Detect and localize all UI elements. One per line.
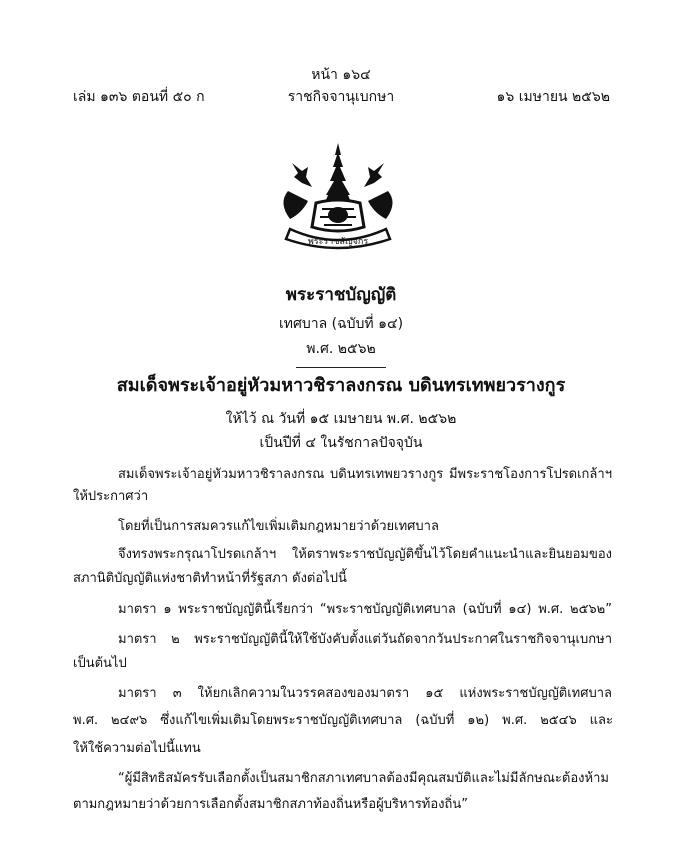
page-number: หน้า ๑๖๔: [311, 67, 371, 83]
gazette-name: ราชกิจจานุเบกษา: [287, 89, 395, 105]
act-title: พระราชบัญญัติ: [285, 285, 397, 305]
gazette-date: ๑๖ เมษายน ๒๕๖๒: [496, 89, 610, 105]
quote-line-2: ตามกฎหมายว่าด้วยการเลือกตั้งสมาชิกสภาท้องถิ่นหรือผู้บริหารท้องถิ่น”: [73, 797, 469, 812]
enactment-line-2: สภานิติบัญญัติแห่งชาติทำหน้าที่รัฐสภา ดังต่อไปนี้: [73, 571, 347, 586]
volume-number: เล่ม ๑๓๖ ตอนที่ ๕๐ ก: [73, 89, 205, 105]
section-2-line-2: เป็นต้นไป: [73, 656, 127, 671]
preamble-line-1: สมเด็จพระเจ้าอยู่หัวมหาวชิราลงกรณ บดินทรเทพยวรางกูร มีพระราชโองการโปรดเกล้าฯ: [118, 467, 612, 482]
preamble-line-2: ให้ประกาศว่า: [73, 489, 149, 504]
reason-paragraph: โดยที่เป็นการสมควรแก้ไขเพิ่มเติมกฎหมายว่าด้วยเทศบาล: [118, 519, 439, 534]
section-3-line-2: พ.ศ. ๒๔๙๖ ซึ่งแก้ไขเพิ่มเติมโดยพระราชบัญญัติเทศบาล (ฉบับที่ ๑๒) พ.ศ. ๒๕๔๖ และ: [73, 713, 613, 728]
quote-line-1: “ผู้มีสิทธิสมัครรับเลือกตั้งเป็นสมาชิกสภาเทศบาลต้องมีคุณสมบัติและไม่มีลักษณะต้องห้าม: [118, 771, 609, 786]
section-3-line-1: มาตรา ๓ ให้ยกเลิกความในวรรคสองของมาตรา ๑๕ แห่งพระราชบัญญัติเทศบาล: [118, 686, 612, 701]
reign-year: เป็นปีที่ ๔ ในรัชกาลปัจจุบัน: [259, 435, 423, 451]
garuda-emblem: [268, 143, 408, 251]
seal-ribbon-text: พระราชลัญจกร: [307, 237, 369, 247]
section-1: มาตรา ๑ พระราชบัญญัตินี้เรียกว่า “พระราชบัญญัติเทศบาล (ฉบับที่ ๑๔) พ.ศ. ๒๕๖๒”: [118, 602, 612, 617]
act-subtitle: เทศบาล (ฉบับที่ ๑๔): [278, 316, 404, 332]
king-name: สมเด็จพระเจ้าอยู่หัวมหาวชิราลงกรณ บดินทรเทพยวรางกูร: [116, 375, 566, 396]
section-3-line-3: ให้ใช้ความต่อไปนี้แทน: [73, 741, 201, 756]
section-2-line-1: มาตรา ๒ พระราชบัญญัตินี้ให้ใช้บังคับตั้งแต่วันถัดจากวันประกาศในราชกิจจานุเบกษา: [118, 632, 612, 647]
royal-seal-icon: [268, 143, 408, 251]
title-divider: [296, 367, 386, 368]
act-year: พ.ศ. ๒๕๖๒: [306, 341, 376, 357]
enactment-line-1: จึงทรงพระกรุณาโปรดเกล้าฯ ให้ตราพระราชบัญญัติขึ้นไว้โดยคำแนะนำและยินยอมของ: [118, 547, 612, 562]
given-date: ให้ไว้ ณ วันที่ ๑๕ เมษายน พ.ศ. ๒๕๖๒: [225, 411, 457, 427]
